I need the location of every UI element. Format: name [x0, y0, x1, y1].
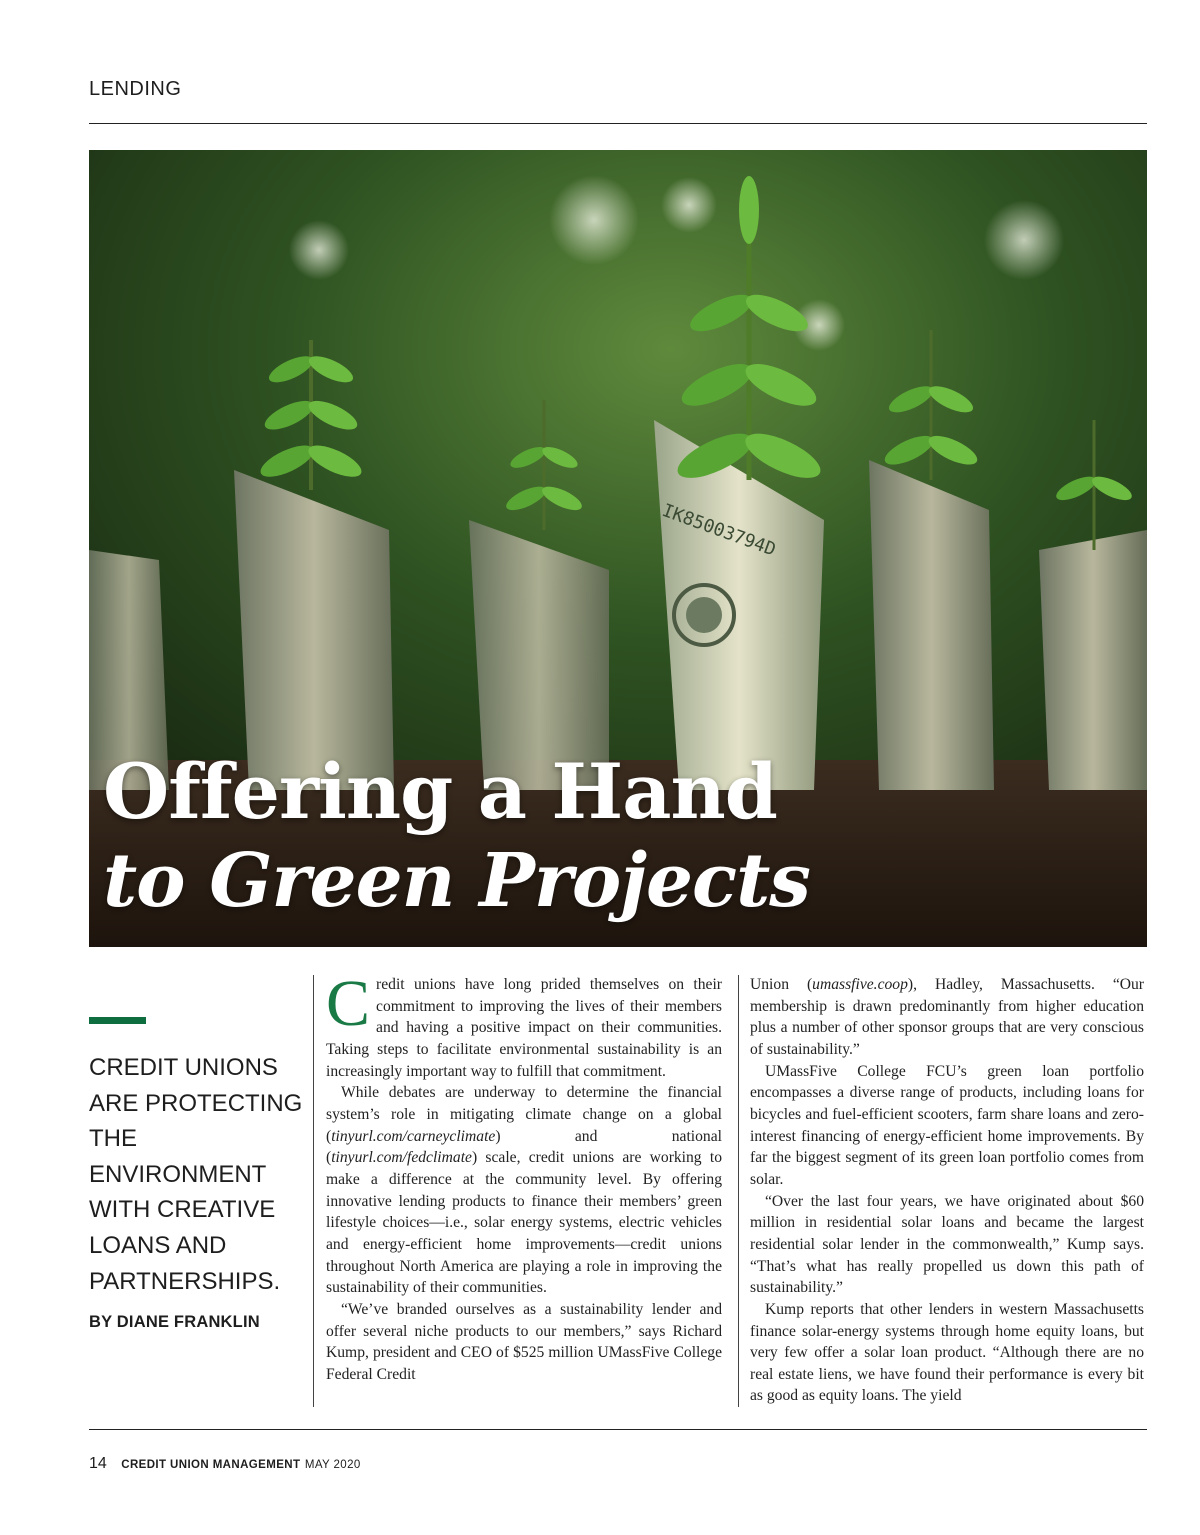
article-column-2: [750, 974, 1144, 1407]
article-column-1: [326, 967, 722, 1385]
link-text: tinyurl.com/carneyclimate: [331, 1127, 496, 1145]
paragraph: Union (umassfive.coop), Hadley, Massachusetts. “Our membership is drawn predominantly from higher education plus a number of other sponsor groups that are very conscious of sustainability.”: [750, 976, 1145, 1058]
paragraph: “We’ve branded ourselves as a sustainability lender and offer several niche products to our members,” says Richard Kump, president and CEO of $525 million UMassFive College Federal Credit: [326, 1300, 722, 1383]
hero-image: [89, 150, 1147, 947]
column-rule-left: [313, 975, 314, 1407]
link-text: umassfive.coop: [812, 976, 908, 993]
bill-serial: IK85003794D: [659, 499, 779, 561]
title-line-2: to Green Projects: [103, 838, 810, 924]
paragraph: “Over the last four years, we have originated about $60 million in residential solar loans and became the largest residential solar lender in the commonwealth,” Kump says. “That’s what has really propelled us down this path of sustainability.”: [750, 1192, 1144, 1297]
top-rule: [89, 123, 1147, 124]
section-label: LENDING: [89, 78, 182, 100]
pull-quote: CREDIT UNIONS ARE PROTECTING THE ENVIRONMENT WITH CREATIVE LOANS AND PARTNERSHIPS.: [89, 1054, 303, 1295]
column-rule-right: [738, 975, 739, 1407]
paragraph: While debates are underway to determine the financial system’s role in mitigating climate change on a global (tinyurl.com/carneyclimate) and national (tinyurl.com/fedclimate) scale, credit unions are working to make a difference at the community level. By offering innovative lending products to finance their members’ green lifestyle choices—i.e., solar energy systems, electric vehicles and energy-efficient home improvements—credit unions throughout North America are playing a role in improving the sustainability of their communities.: [326, 1084, 722, 1297]
folio: [89, 1455, 361, 1473]
drop-cap: C: [326, 967, 371, 1040]
paragraph: Kump reports that other lenders in western Massachusetts finance solar-energy systems through home equity loans, but very few offer a solar loan product. “Although there are no real estate liens, we have found their performance is every bit as good as equity loans. The yield: [750, 1300, 1144, 1405]
issue-date: MAY 2020: [304, 1459, 361, 1471]
paragraph: Credit unions have long prided themselves on their commitment to improving the lives of their members and having a positive impact on their communities. Taking steps to facilitate environmental sustainability is an increasingly important way to fulfill that commitment.: [326, 967, 722, 1080]
page-number: 14: [89, 1455, 107, 1472]
link-text: tinyurl.com/fedclimate: [331, 1149, 472, 1167]
article-title: [103, 748, 810, 926]
accent-bar: [89, 1017, 146, 1024]
byline: BY DIANE FRANKLIN: [89, 1313, 260, 1331]
title-line-1: Offering a Hand: [103, 747, 777, 836]
publication-name: CREDIT UNION MANAGEMENT: [121, 1459, 301, 1471]
bottom-rule: [89, 1429, 1147, 1430]
paragraph: UMassFive College FCU’s green loan portfolio encompasses a diverse range of products, including loans for bicycles and fuel-efficient scooters, farm share loans and zero-interest financing of energy-efficient home improvements. By far the biggest segment of its green loan portfolio comes from solar.: [750, 1062, 1144, 1188]
